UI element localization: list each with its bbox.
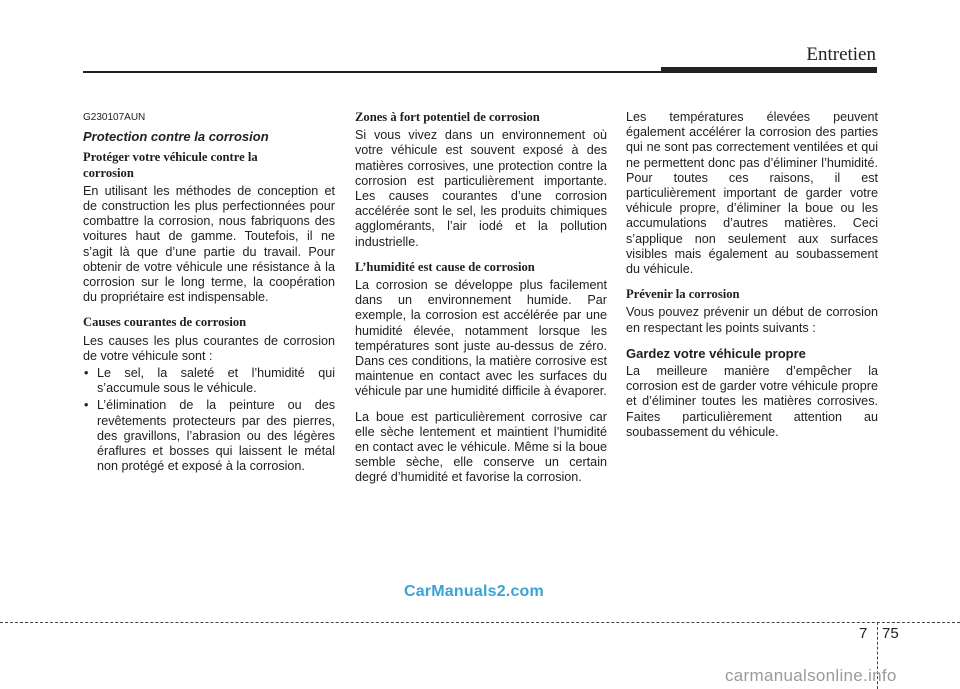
watermark-link[interactable]: CarManuals2.com (404, 583, 544, 600)
paragraph-causes: Les causes les plus courantes de corrosion de votre véhicule sont : (83, 333, 335, 363)
paragraph-mud: La boue est particulièrement corrosive car elle sèche lentement et maintient l’humidité en contact avec le véhicule. Même si la boue semble sèche, elle conserve un certain degré d’humidité et favorise la corrosion. (355, 409, 607, 485)
paragraph-high-risk-zones: Si vous vivez dans un environnement où votre véhicule est souvent exposé à des matières corrosives, une protection contre la corrosion est particulièrement importante. Les causes courantes d’une corrosion accélérée sont le sel, les produits chimiques agglomérants, l’air iodé et la pollution industrielle. (355, 128, 607, 249)
list-item (83, 398, 335, 474)
header-rule-thick (661, 67, 877, 73)
list-item-text: Le sel, la saleté et l’humidité qui s’accumule sous le véhicule. (97, 366, 335, 396)
column-3 (626, 110, 878, 450)
footer-divider (0, 622, 960, 623)
subheading-causes: Causes courantes de corrosion (83, 315, 247, 330)
bullet-icon: • (84, 398, 89, 413)
page-number: 75 (882, 625, 899, 642)
paragraph-keep-clean: La meilleure manière d’empêcher la corrosion est de garder votre véhicule propre et d’éliminer toutes les matières corrosives. Faites particulièrement attention au soubassement du véhicule. (626, 364, 878, 439)
paragraph-humidity: La corrosion se développe plus facilement dans un environnement humide. Par exemple, la corrosion est accélérée par une humidité élevée, notamment lorsque les températures sont juste au-dessus de zéro. Dans ces conditions, la matière corrosive est maintenue en contact avec les surfaces du véhicule par une humidité difficile à évaporer. (355, 278, 607, 399)
causes-list (83, 366, 335, 474)
subheading-humidity: L’humidité est cause de corrosion (355, 259, 535, 274)
section-title: Protection contre la corrosion (83, 129, 269, 145)
subheading-prevent: Prévenir la corrosion (626, 287, 740, 302)
footer-site-watermark: carmanualsonline.info (725, 666, 897, 685)
section-code: G230107AUN (83, 112, 146, 123)
list-item-text: L’élimination de la peinture ou des revêtements protecteurs par des pierres, des gravillons, l’abrasion ou des légères éraflures et bosses qui laissent le métal non protégé et exposé à la corrosion. (97, 398, 335, 474)
paragraph-prevent: Vous pouvez prévenir un début de corrosion en respectant les points suivants : (626, 305, 878, 335)
subheading-protect-line1: Protéger votre véhicule contre la (83, 150, 258, 165)
bullet-icon: • (84, 366, 89, 381)
list-item (83, 366, 335, 396)
column-1 (83, 110, 335, 482)
subheading-high-risk-zones: Zones à fort potentiel de corrosion (355, 110, 540, 124)
subheading-protect-line2: corrosion (83, 165, 134, 180)
page-header-title: Entretien (806, 44, 876, 65)
paragraph-intro: En utilisant les méthodes de conception et de construction les plus perfectionnées pour combattre la corrosion, nous fabriquons des voitures haut de gamme. Toutefois, il ne s’agit là que d’une partie du travail. Pour obtenir de votre véhicule une résistance à la corrosion sur le long terme, la coopération du propriétaire est indispensable. (83, 183, 335, 305)
subheading-keep-clean: Gardez votre véhicule propre (626, 345, 806, 361)
paragraph-temperatures: Les températures élevées peuvent également accélérer la corrosion des parties qui ne sont pas correctement ventilées et qui ne permettent donc pas d’éliminer l’humidité. Pour toutes ces raisons, il est particulièrement important de garder votre véhicule propre, d’éliminer la boue ou les accumulations d’autres matières. Ceci s’applique non seulement aux surfaces visibles mais également au soubassement du véhicule. (626, 110, 878, 277)
header-rule-thin (83, 71, 661, 73)
subheading-protect (83, 150, 335, 180)
chapter-number: 7 (859, 625, 868, 642)
column-2 (355, 110, 607, 496)
